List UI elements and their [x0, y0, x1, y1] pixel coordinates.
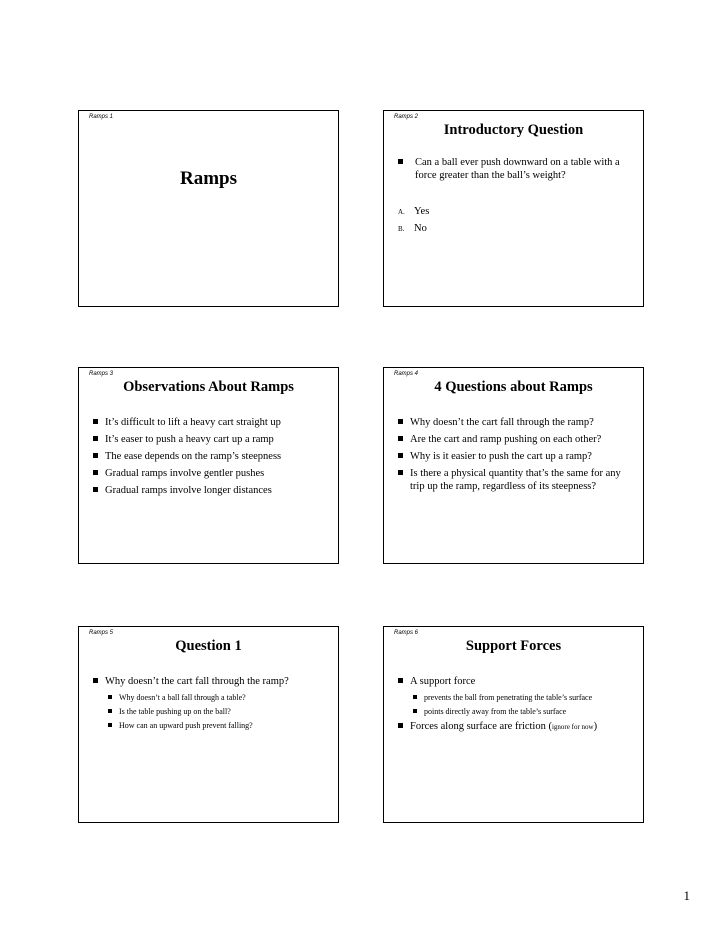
slide-2	[383, 110, 644, 307]
slide-title: 4 Questions about Ramps	[434, 379, 593, 395]
list-item-text: Forces along surface are friction (	[410, 721, 552, 732]
list-item-text-end: )	[593, 721, 598, 732]
slide-label: Ramps 1	[89, 114, 114, 120]
list-item: A support force	[396, 675, 637, 688]
slide-label: Ramps 6	[394, 630, 419, 636]
list-item: Why doesn’t the cart fall through the ramp?	[91, 675, 332, 688]
sub-list-item: prevents the ball from penetrating the table’s surface	[396, 692, 637, 703]
list-item: Can a ball ever push downward on a table with a force greater than the ball’s weight?	[396, 156, 629, 182]
slide-title: Question 1	[175, 638, 242, 654]
slide-label: Ramps 4	[394, 371, 419, 377]
slide-label: Ramps 5	[89, 630, 114, 636]
sub-list-item: points directly away from the table’s surface	[396, 706, 637, 717]
slide-label: Ramps 2	[394, 114, 419, 120]
answer-option-a	[398, 206, 429, 217]
list-item: It’s difficult to lift a heavy cart straight up	[91, 416, 332, 429]
list-item-note: ignore for now	[551, 723, 594, 731]
slide-label: Ramps 3	[89, 371, 114, 377]
sub-list-item: Is the table pushing up on the ball?	[91, 706, 332, 717]
option-letter: B.	[398, 225, 405, 233]
list-item: Why doesn’t the cart fall through the ramp?	[396, 416, 637, 429]
slide-3	[78, 367, 339, 564]
page-number: 1	[683, 888, 690, 903]
slide-1	[78, 110, 339, 307]
option-letter: A.	[398, 208, 405, 216]
list-item: Why is it easier to push the cart up a ramp?	[396, 450, 637, 463]
slide-5	[78, 626, 339, 823]
list-item: Gradual ramps involve longer distances	[91, 484, 332, 497]
answer-option-b	[398, 223, 427, 234]
sub-list-item: Why doesn’t a ball fall through a table?	[91, 692, 332, 703]
list-item: Is there a physical quantity that’s the same for any trip up the ramp, regardless of its steepness?	[396, 467, 637, 493]
slide-6	[383, 626, 644, 823]
sub-list-item: How can an upward push prevent falling?	[91, 720, 332, 731]
option-text: No	[414, 223, 427, 234]
list-item: The ease depends on the ramp’s steepness	[91, 450, 332, 463]
list-item: Gradual ramps involve gentler pushes	[91, 467, 332, 480]
list-item: Are the cart and ramp pushing on each other?	[396, 433, 637, 446]
slide-4	[383, 367, 644, 564]
list-item	[396, 720, 637, 734]
slide-title: Introductory Question	[443, 122, 584, 138]
slide-title: Ramps	[179, 168, 237, 189]
slide-title: Support Forces	[465, 638, 562, 654]
slide-title: Observations About Ramps	[123, 379, 294, 395]
list-item: It’s easer to push a heavy cart up a ramp	[91, 433, 332, 446]
option-text: Yes	[414, 206, 430, 217]
